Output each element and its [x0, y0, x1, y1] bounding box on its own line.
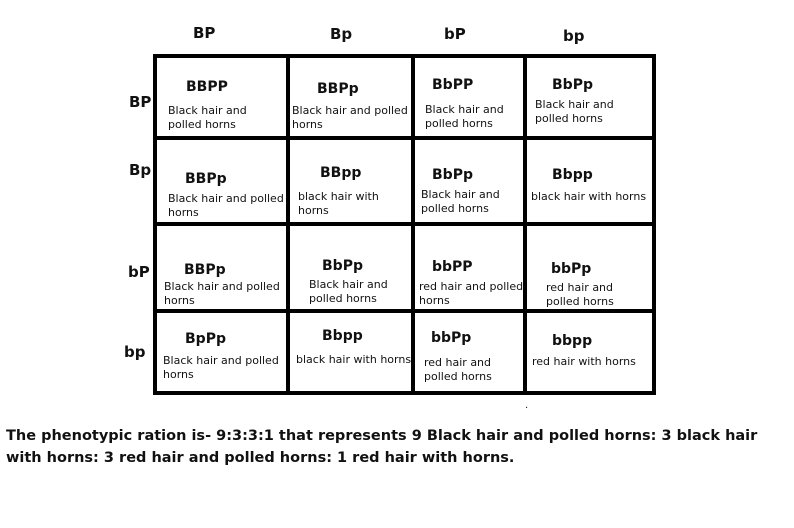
phenotype-label: Black hair and polled horns [163, 354, 279, 381]
phenotype-label: Black hair and polled horns [535, 98, 614, 125]
genotype-label: BBPp [317, 81, 359, 97]
genotype-label: BBPp [185, 171, 227, 187]
genotype-label: BBpp [320, 165, 362, 181]
genotype-label: BbPp [432, 167, 473, 183]
phenotype-label: black hair with horns [298, 190, 379, 217]
phenotype-label: red hair with horns [532, 355, 636, 368]
cell-r1-c3 [415, 58, 523, 136]
phenotype-label: red hair and polled horns [546, 281, 614, 308]
phenotype-label: Black hair and polled horns [421, 188, 500, 215]
cell-r3-c4 [527, 226, 652, 309]
genotype-label: BBPP [186, 79, 228, 95]
cell-r1-c1 [157, 58, 286, 136]
phenotype-label: red hair and polled horns [424, 356, 492, 383]
cell-r2-c3 [415, 140, 523, 222]
phenotype-label: black hair with horns [296, 353, 412, 366]
column-header-bp: bp [563, 27, 585, 45]
phenotype-label: Black hair and polled horns [168, 104, 247, 131]
genotype-label: bbpp [552, 333, 593, 349]
cell-r2-c1 [157, 140, 286, 222]
genotype-label: BBPp [184, 262, 226, 278]
cell-r4-c2 [290, 313, 411, 391]
punnett-square [153, 54, 656, 395]
phenotype-label: Black hair and polled horns [168, 192, 284, 219]
genotype-label: Bbpp [322, 328, 363, 344]
cell-r3-c3 [415, 226, 523, 309]
cell-r4-c1 [157, 313, 286, 391]
phenotype-label: Black hair and polled horns [309, 278, 388, 305]
cell-r4-c3 [415, 313, 523, 391]
genotype-label: BbPp [552, 77, 593, 93]
row-header-bP: bP [128, 263, 150, 281]
phenotype-label: Black hair and polled horns [164, 280, 280, 307]
column-header-BP: BP [193, 24, 216, 42]
genotype-label: BpPp [185, 331, 226, 347]
cell-r3-c2 [290, 226, 411, 309]
grid-line-h4 [153, 391, 656, 395]
phenotypic-ratio-text: The phenotypic ration is- 9:3:3:1 that represents 9 Black hair and polled horns: 3 black hair with horns: 3 red hair and polled horns: 1 red hair with horns. [6, 428, 758, 466]
column-header-Bp: Bp [330, 25, 353, 43]
genotype-label: bbPp [551, 261, 592, 277]
row-header-BP: BP [129, 93, 152, 111]
genotype-label: Bbpp [552, 167, 593, 183]
cell-r1-c2 [290, 58, 411, 136]
column-header-bP: bP [444, 25, 466, 43]
row-header-bp: bp [124, 343, 146, 361]
stray-mark: · [525, 403, 529, 414]
phenotype-label: Black hair and polled horns [292, 104, 408, 131]
genotype-label: bbPp [431, 330, 472, 346]
cell-r4-c4 [527, 313, 652, 391]
phenotype-label: black hair with horns [531, 190, 647, 203]
genotype-label: BbPP [432, 77, 474, 93]
phenotype-label: Black hair and polled horns [425, 103, 504, 130]
cell-r2-c4 [527, 140, 652, 222]
row-header-Bp: Bp [129, 161, 152, 179]
phenotype-label: red hair and polled horns [419, 280, 523, 307]
cell-r3-c1 [157, 226, 286, 309]
cell-r1-c4 [527, 58, 652, 136]
cell-r2-c2 [290, 140, 411, 222]
genotype-label: BbPp [322, 258, 363, 274]
genotype-label: bbPP [432, 259, 473, 275]
